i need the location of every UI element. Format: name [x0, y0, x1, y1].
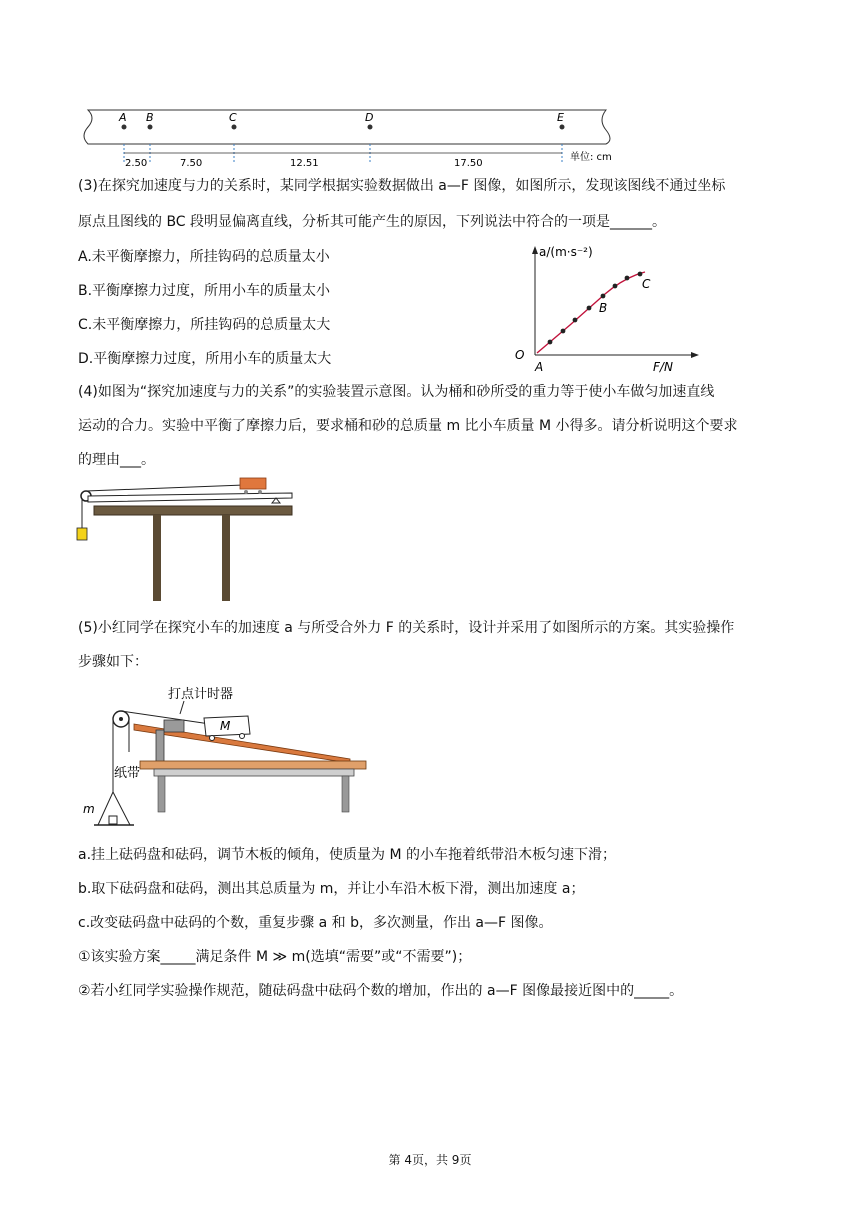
- fig2-cart-label: M: [220, 719, 231, 733]
- tape-label-b: B: [146, 111, 154, 124]
- q4-line3: 的理由___。: [78, 452, 155, 468]
- q4-line1: (4)如图为“探究加速度与力的关系”的实验装置示意图。认为桶和砂所受的重力等于使小车做匀加速直线: [78, 384, 715, 400]
- q5-line2: 步骤如下：: [78, 654, 148, 670]
- tape-dist-cd: 12.51: [290, 158, 319, 169]
- q3-option-d: D.平衡摩擦力过度，所用小车的质量太大: [78, 351, 332, 367]
- q5-sub-2: ②若小红同学实验操作规范，随砝码盘中砝码个数的增加，作出的 a—F 图像最接近图中的_____。: [78, 983, 684, 999]
- page-footer: 第 4页，共 9页: [388, 1153, 472, 1167]
- q5-step-a: a.挂上砝码盘和砝码，调节木板的倾角，使质量为 M 的小车拖着纸带沿木板匀速下滑；: [78, 847, 617, 863]
- q3-option-c: C.未平衡摩擦力，所挂钩码的总质量太大: [78, 317, 331, 333]
- q3-option-b: B.平衡摩擦力过度，所用小车的质量太小: [78, 283, 331, 299]
- q5-line1: (5)小红同学在探究小车的加速度 a 与所受合外力 F 的关系时，设计并采用了如图所示的方案。其实验操作: [78, 620, 735, 636]
- tape-dot-c: [232, 125, 237, 130]
- fig2-tape-label: 纸带: [114, 766, 141, 781]
- ticker-tape-figure: [76, 100, 636, 170]
- tape-dot-b: [148, 125, 153, 130]
- tape-dot-e: [560, 125, 565, 130]
- af-point-c: C: [642, 277, 651, 291]
- tape-dist-bc: 7.50: [180, 158, 203, 169]
- af-point-b: B: [599, 301, 608, 315]
- tape-label-e: E: [557, 111, 564, 124]
- af-xlabel: F/N: [653, 360, 673, 374]
- af-graph: [505, 240, 705, 375]
- tape-label-c: C: [229, 111, 237, 124]
- tape-dist-ab: 2.50: [125, 158, 148, 169]
- apparatus-figure-1: [74, 476, 299, 604]
- af-ylabel: a/(m·s⁻²): [539, 245, 593, 259]
- tape-dot-d: [368, 125, 373, 130]
- tape-dot-a: [122, 125, 127, 130]
- q3-line1: (3)在探究加速度与力的关系时，某同学根据实验数据做出 a—F 图像，如图所示，发现该图线不通过坐标: [78, 178, 726, 194]
- af-point-a: A: [535, 360, 544, 374]
- fig2-mass-label: m: [83, 802, 95, 816]
- q3-line2: 原点且图线的 BC 段明显偏离直线，分析其可能产生的原因，下列说法中符合的一项是______。: [78, 214, 667, 230]
- q5-sub-1: ①该实验方案_____满足条件 M ≫ m(选填“需要”或“不需要”)；: [78, 949, 472, 965]
- tape-label-d: D: [365, 111, 374, 124]
- af-origin: O: [515, 348, 525, 362]
- tape-label-a: A: [119, 111, 127, 124]
- q3-option-a: A.未平衡摩擦力，所挂钩码的总质量太小: [78, 249, 330, 265]
- fig2-timer-label: 打点计时器: [168, 687, 234, 702]
- tape-unit: 单位: cm: [570, 152, 612, 163]
- q5-step-b: b.取下砝码盘和砝码，测出其总质量为 m，并让小车沿木板下滑，测出加速度 a；: [78, 881, 585, 897]
- q5-step-c: c.改变砝码盘中砝码的个数，重复步骤 a 和 b，多次测量，作出 a—F 图像。: [78, 915, 553, 931]
- q4-line2: 运动的合力。实验中平衡了摩擦力后，要求桶和砂的总质量 m 比小车质量 M 小得多。请分析说明这个要求: [78, 418, 738, 434]
- apparatus-figure-2: [80, 682, 370, 830]
- tape-dist-de: 17.50: [454, 158, 483, 169]
